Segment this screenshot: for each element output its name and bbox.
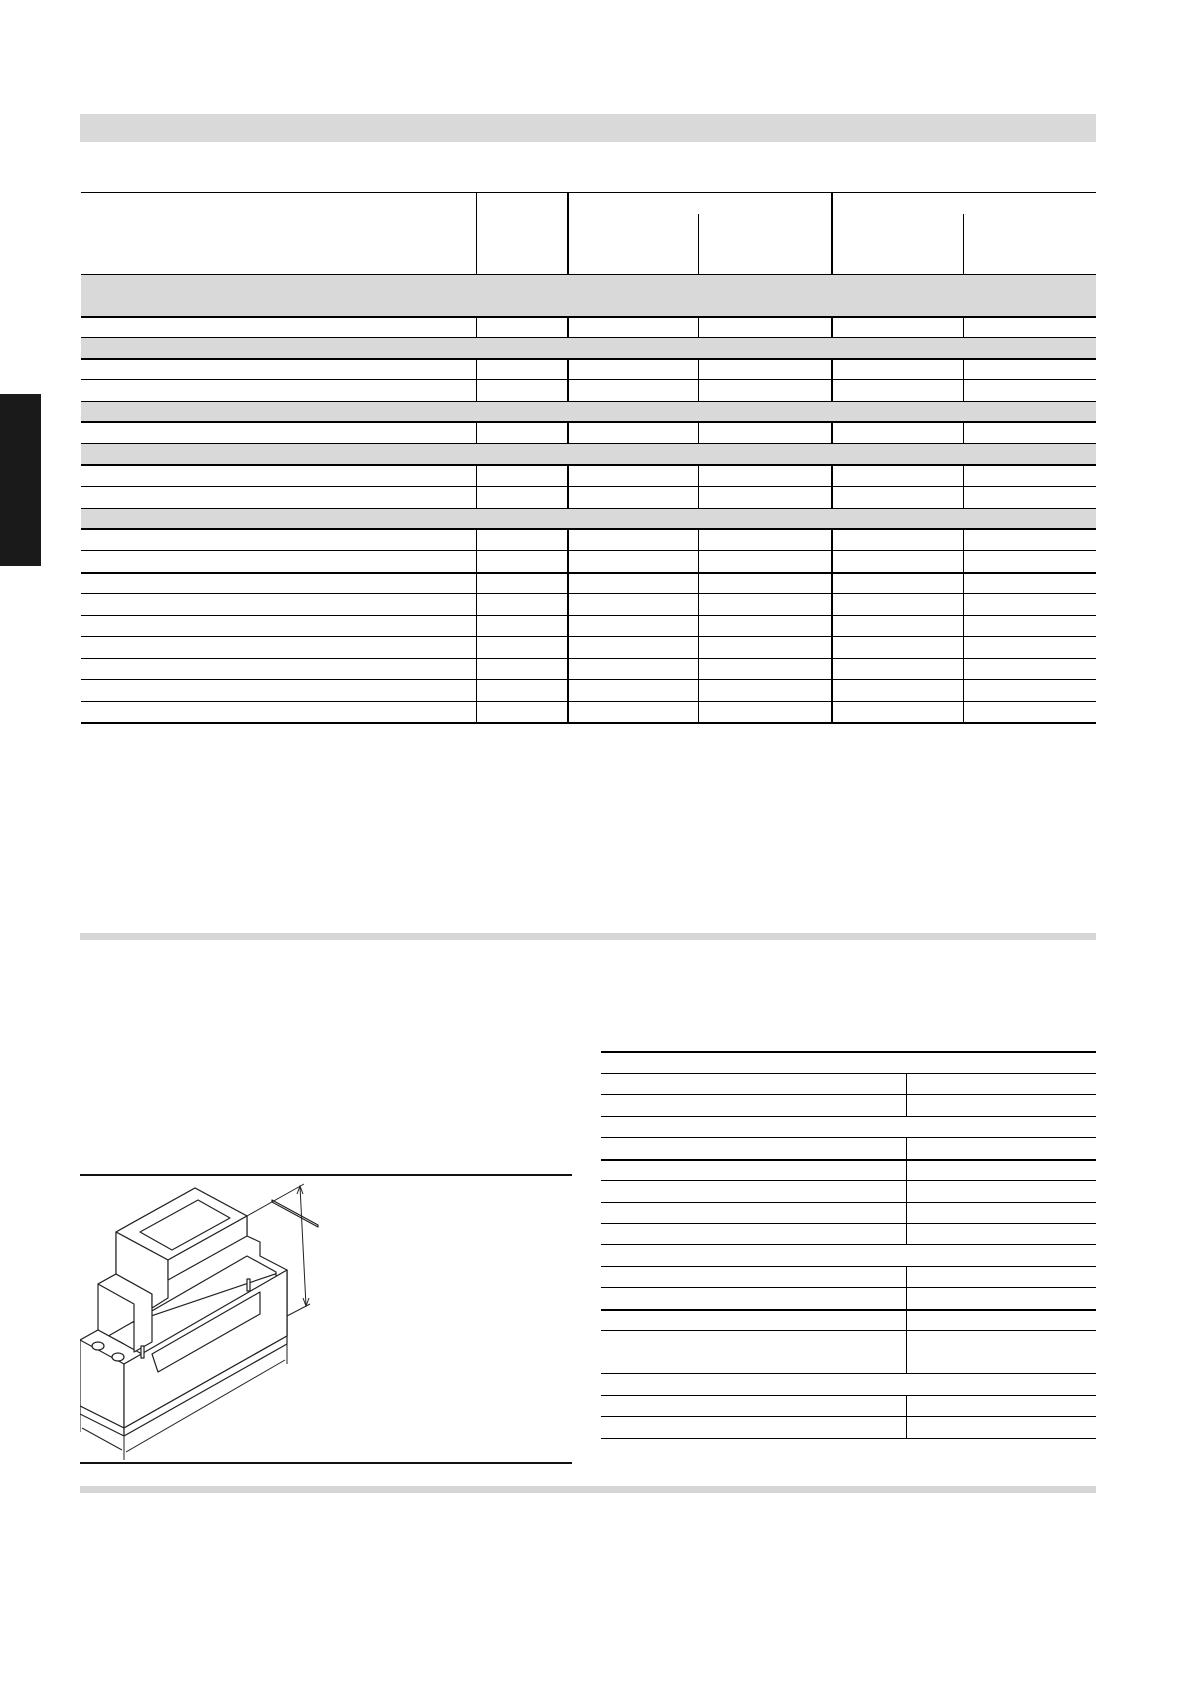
column-rule bbox=[476, 316, 477, 337]
table-rule bbox=[601, 1266, 1096, 1267]
column-rule bbox=[476, 464, 477, 508]
table-rule bbox=[601, 1373, 1096, 1374]
table-rule bbox=[81, 636, 1096, 637]
table-rule bbox=[81, 722, 1096, 724]
table-rule bbox=[81, 358, 1096, 360]
table-rule bbox=[601, 1180, 1096, 1181]
column-rule bbox=[698, 421, 699, 443]
group-heading-band bbox=[81, 274, 1096, 316]
table-rule bbox=[81, 443, 1096, 444]
table-rule bbox=[81, 192, 1096, 193]
section-separator bbox=[80, 1486, 1096, 1493]
table-rule bbox=[81, 401, 1096, 402]
column-rule bbox=[963, 214, 964, 274]
table-rule bbox=[601, 1202, 1096, 1203]
column-rule bbox=[698, 464, 699, 508]
table-rule bbox=[601, 1287, 1096, 1288]
technical-data-table bbox=[601, 1051, 1096, 1439]
column-rule bbox=[567, 316, 569, 337]
table-rule bbox=[81, 679, 1096, 680]
table-rule bbox=[601, 1395, 1096, 1396]
table-rule bbox=[81, 572, 1096, 574]
table-rule bbox=[601, 1116, 1096, 1117]
chapter-side-tab bbox=[0, 394, 41, 566]
column-rule bbox=[831, 421, 833, 443]
table-rule bbox=[81, 701, 1096, 702]
section-band bbox=[81, 444, 1096, 464]
table-rule bbox=[601, 1094, 1096, 1095]
section-separator bbox=[80, 933, 1096, 940]
column-rule bbox=[963, 421, 964, 443]
column-rule bbox=[698, 316, 699, 337]
table-rule bbox=[81, 550, 1096, 551]
table-rule bbox=[81, 615, 1096, 616]
table-rule bbox=[81, 486, 1096, 487]
column-rule bbox=[906, 1137, 907, 1244]
column-rule bbox=[963, 358, 964, 401]
table-rule bbox=[81, 316, 1096, 318]
section-band bbox=[81, 401, 1096, 421]
din-rail-device-drawing bbox=[80, 1174, 572, 1464]
section-band bbox=[81, 508, 1096, 528]
table-rule bbox=[601, 1137, 1096, 1138]
table-rule bbox=[81, 464, 1096, 466]
column-rule bbox=[476, 358, 477, 401]
table-rule bbox=[601, 1223, 1096, 1224]
table-rule bbox=[601, 1051, 1096, 1053]
table-rule bbox=[81, 421, 1096, 423]
column-rule bbox=[963, 316, 964, 337]
column-rule bbox=[476, 421, 477, 443]
table-rule bbox=[81, 593, 1096, 594]
table-rule bbox=[601, 1438, 1096, 1439]
table-rule bbox=[81, 379, 1096, 380]
column-rule bbox=[831, 316, 833, 337]
table-rule bbox=[601, 1309, 1096, 1311]
table-rule bbox=[601, 1073, 1096, 1074]
table-rule bbox=[81, 528, 1096, 530]
table-rule bbox=[601, 1330, 1096, 1331]
column-rule bbox=[698, 214, 699, 274]
column-rule bbox=[963, 464, 964, 508]
table-rule bbox=[601, 1416, 1096, 1417]
section-header-bar bbox=[80, 114, 1096, 142]
column-rule bbox=[476, 192, 477, 274]
column-rule bbox=[831, 358, 833, 401]
column-rule bbox=[906, 1266, 907, 1373]
column-rule bbox=[567, 192, 569, 274]
column-rule bbox=[476, 528, 477, 722]
column-rule bbox=[567, 464, 569, 508]
table-rule bbox=[81, 658, 1096, 659]
column-rule bbox=[698, 358, 699, 401]
table-rule bbox=[81, 274, 1096, 275]
column-rule bbox=[567, 528, 569, 722]
table-rule bbox=[601, 1244, 1096, 1245]
dimension-drawing bbox=[80, 1174, 572, 1464]
table-rule bbox=[81, 337, 1096, 338]
column-rule bbox=[698, 528, 699, 722]
column-rule bbox=[567, 421, 569, 443]
column-rule bbox=[831, 192, 833, 274]
column-rule bbox=[567, 358, 569, 401]
table-rule bbox=[81, 508, 1096, 509]
column-rule bbox=[831, 528, 833, 722]
column-rule bbox=[831, 464, 833, 508]
section-band bbox=[81, 338, 1096, 358]
specification-table bbox=[81, 192, 1096, 743]
column-rule bbox=[906, 1073, 907, 1116]
column-rule bbox=[963, 528, 964, 722]
column-rule bbox=[906, 1395, 907, 1438]
table-rule bbox=[601, 1159, 1096, 1161]
